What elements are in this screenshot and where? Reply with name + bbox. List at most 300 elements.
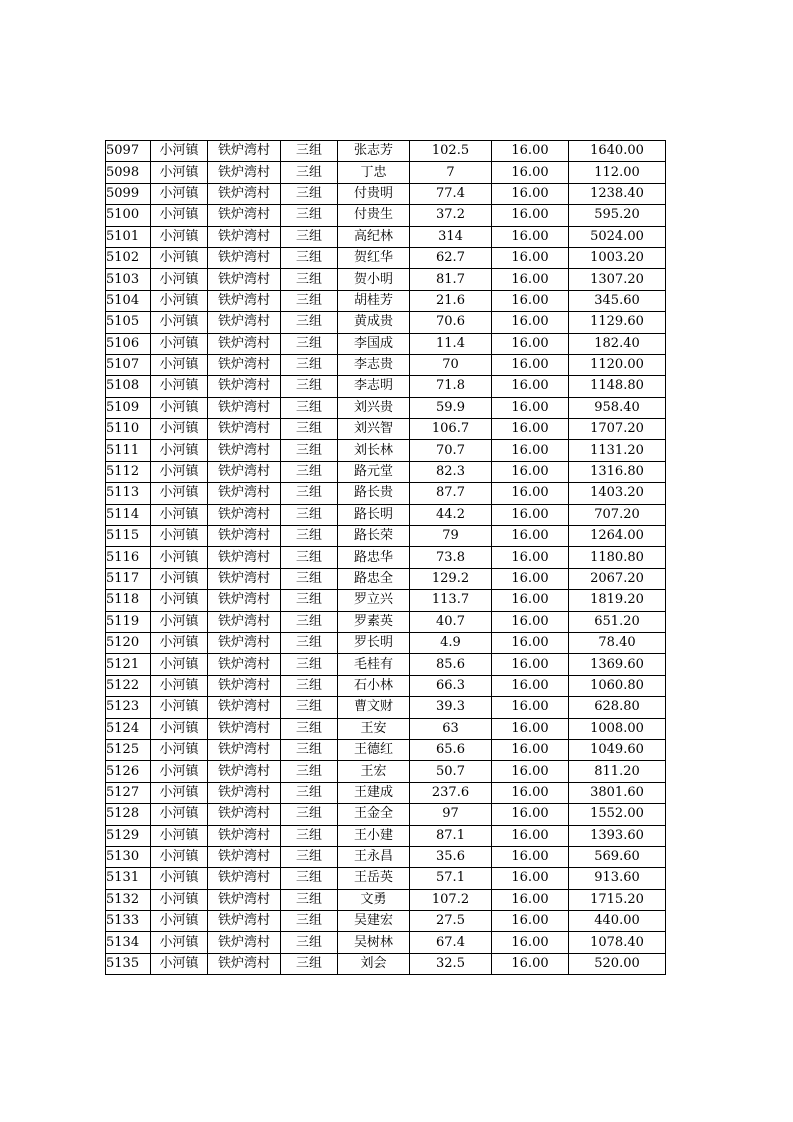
name-cell: 王金全 [338, 804, 410, 825]
name-cell: 刘兴智 [338, 419, 410, 440]
town-cell: 小河镇 [151, 911, 208, 932]
town-cell: 小河镇 [151, 440, 208, 461]
quantity-cell: 40.7 [410, 611, 492, 632]
amount-cell: 628.80 [569, 697, 666, 718]
village-cell: 铁炉湾村 [208, 183, 281, 204]
town-cell: 小河镇 [151, 526, 208, 547]
village-cell: 铁炉湾村 [208, 654, 281, 675]
table-row [106, 440, 666, 461]
record-id-cell: 5115 [106, 526, 151, 547]
table-row [106, 526, 666, 547]
name-cell: 李志明 [338, 376, 410, 397]
town-cell: 小河镇 [151, 697, 208, 718]
town-cell: 小河镇 [151, 461, 208, 482]
quantity-cell: 44.2 [410, 504, 492, 525]
quantity-cell: 11.4 [410, 333, 492, 354]
group-cell: 三组 [281, 162, 338, 183]
name-cell: 李志贵 [338, 354, 410, 375]
town-cell: 小河镇 [151, 632, 208, 653]
record-id-cell: 5112 [106, 461, 151, 482]
record-id-cell: 5106 [106, 333, 151, 354]
amount-cell: 1307.20 [569, 269, 666, 290]
table-row [106, 205, 666, 226]
table-row [106, 354, 666, 375]
unit-price-cell: 16.00 [492, 804, 569, 825]
group-cell: 三组 [281, 911, 338, 932]
name-cell: 李国成 [338, 333, 410, 354]
group-cell: 三组 [281, 739, 338, 760]
amount-cell: 1552.00 [569, 804, 666, 825]
unit-price-cell: 16.00 [492, 632, 569, 653]
town-cell: 小河镇 [151, 312, 208, 333]
town-cell: 小河镇 [151, 247, 208, 268]
quantity-cell: 107.2 [410, 889, 492, 910]
name-cell: 王宏 [338, 761, 410, 782]
unit-price-cell: 16.00 [492, 526, 569, 547]
amount-cell: 1131.20 [569, 440, 666, 461]
village-cell: 铁炉湾村 [208, 868, 281, 889]
unit-price-cell: 16.00 [492, 697, 569, 718]
quantity-cell: 66.3 [410, 675, 492, 696]
table-row [106, 269, 666, 290]
group-cell: 三组 [281, 333, 338, 354]
village-cell: 铁炉湾村 [208, 376, 281, 397]
group-cell: 三组 [281, 632, 338, 653]
quantity-cell: 70.6 [410, 312, 492, 333]
quantity-cell: 97 [410, 804, 492, 825]
town-cell: 小河镇 [151, 162, 208, 183]
record-id-cell: 5101 [106, 226, 151, 247]
amount-cell: 1369.60 [569, 654, 666, 675]
record-id-cell: 5134 [106, 932, 151, 953]
unit-price-cell: 16.00 [492, 483, 569, 504]
quantity-cell: 21.6 [410, 290, 492, 311]
quantity-cell: 63 [410, 718, 492, 739]
table-row [106, 162, 666, 183]
unit-price-cell: 16.00 [492, 333, 569, 354]
table-row [106, 590, 666, 611]
name-cell: 罗长明 [338, 632, 410, 653]
amount-cell: 1707.20 [569, 419, 666, 440]
quantity-cell: 70.7 [410, 440, 492, 461]
table-row [106, 761, 666, 782]
unit-price-cell: 16.00 [492, 739, 569, 760]
unit-price-cell: 16.00 [492, 376, 569, 397]
name-cell: 路元堂 [338, 461, 410, 482]
quantity-cell: 87.1 [410, 825, 492, 846]
record-id-cell: 5104 [106, 290, 151, 311]
village-cell: 铁炉湾村 [208, 675, 281, 696]
town-cell: 小河镇 [151, 226, 208, 247]
town-cell: 小河镇 [151, 141, 208, 162]
table-row [106, 568, 666, 589]
unit-price-cell: 16.00 [492, 590, 569, 611]
village-cell: 铁炉湾村 [208, 226, 281, 247]
record-id-cell: 5135 [106, 953, 151, 974]
village-cell: 铁炉湾村 [208, 333, 281, 354]
amount-cell: 1819.20 [569, 590, 666, 611]
unit-price-cell: 16.00 [492, 611, 569, 632]
town-cell: 小河镇 [151, 397, 208, 418]
record-id-cell: 5099 [106, 183, 151, 204]
town-cell: 小河镇 [151, 739, 208, 760]
table-row [106, 226, 666, 247]
group-cell: 三组 [281, 376, 338, 397]
amount-cell: 1640.00 [569, 141, 666, 162]
record-id-cell: 5102 [106, 247, 151, 268]
record-id-cell: 5111 [106, 440, 151, 461]
name-cell: 胡桂芳 [338, 290, 410, 311]
quantity-cell: 4.9 [410, 632, 492, 653]
amount-cell: 1264.00 [569, 526, 666, 547]
quantity-cell: 62.7 [410, 247, 492, 268]
record-id-cell: 5109 [106, 397, 151, 418]
group-cell: 三组 [281, 675, 338, 696]
quantity-cell: 81.7 [410, 269, 492, 290]
name-cell: 王德红 [338, 739, 410, 760]
table-row [106, 247, 666, 268]
group-cell: 三组 [281, 440, 338, 461]
village-cell: 铁炉湾村 [208, 590, 281, 611]
unit-price-cell: 16.00 [492, 290, 569, 311]
village-cell: 铁炉湾村 [208, 162, 281, 183]
unit-price-cell: 16.00 [492, 718, 569, 739]
village-cell: 铁炉湾村 [208, 953, 281, 974]
unit-price-cell: 16.00 [492, 354, 569, 375]
record-id-cell: 5118 [106, 590, 151, 611]
unit-price-cell: 16.00 [492, 868, 569, 889]
village-cell: 铁炉湾村 [208, 483, 281, 504]
town-cell: 小河镇 [151, 846, 208, 867]
record-id-cell: 5100 [106, 205, 151, 226]
table-row [106, 739, 666, 760]
group-cell: 三组 [281, 804, 338, 825]
quantity-cell: 73.8 [410, 547, 492, 568]
ledger-body [106, 141, 666, 975]
table-row [106, 611, 666, 632]
amount-cell: 1008.00 [569, 718, 666, 739]
quantity-cell: 79 [410, 526, 492, 547]
quantity-cell: 129.2 [410, 568, 492, 589]
village-cell: 铁炉湾村 [208, 504, 281, 525]
table-row [106, 675, 666, 696]
amount-cell: 520.00 [569, 953, 666, 974]
name-cell: 刘会 [338, 953, 410, 974]
amount-cell: 569.60 [569, 846, 666, 867]
name-cell: 王永昌 [338, 846, 410, 867]
table-row [106, 483, 666, 504]
record-id-cell: 5098 [106, 162, 151, 183]
village-cell: 铁炉湾村 [208, 397, 281, 418]
quantity-cell: 71.8 [410, 376, 492, 397]
village-cell: 铁炉湾村 [208, 290, 281, 311]
record-id-cell: 5097 [106, 141, 151, 162]
unit-price-cell: 16.00 [492, 440, 569, 461]
amount-cell: 5024.00 [569, 226, 666, 247]
table-row [106, 312, 666, 333]
town-cell: 小河镇 [151, 804, 208, 825]
record-id-cell: 5110 [106, 419, 151, 440]
group-cell: 三组 [281, 782, 338, 803]
record-id-cell: 5105 [106, 312, 151, 333]
town-cell: 小河镇 [151, 354, 208, 375]
town-cell: 小河镇 [151, 761, 208, 782]
town-cell: 小河镇 [151, 568, 208, 589]
village-cell: 铁炉湾村 [208, 269, 281, 290]
name-cell: 付贵明 [338, 183, 410, 204]
table-row [106, 932, 666, 953]
record-id-cell: 5113 [106, 483, 151, 504]
village-cell: 铁炉湾村 [208, 632, 281, 653]
town-cell: 小河镇 [151, 290, 208, 311]
table-row [106, 846, 666, 867]
name-cell: 高纪林 [338, 226, 410, 247]
quantity-cell: 39.3 [410, 697, 492, 718]
unit-price-cell: 16.00 [492, 761, 569, 782]
group-cell: 三组 [281, 568, 338, 589]
table-row [106, 782, 666, 803]
name-cell: 路忠全 [338, 568, 410, 589]
village-cell: 铁炉湾村 [208, 804, 281, 825]
table-row [106, 461, 666, 482]
village-cell: 铁炉湾村 [208, 547, 281, 568]
ledger-table [105, 140, 666, 975]
unit-price-cell: 16.00 [492, 312, 569, 333]
quantity-cell: 35.6 [410, 846, 492, 867]
unit-price-cell: 16.00 [492, 953, 569, 974]
unit-price-cell: 16.00 [492, 911, 569, 932]
village-cell: 铁炉湾村 [208, 611, 281, 632]
name-cell: 贺小明 [338, 269, 410, 290]
amount-cell: 595.20 [569, 205, 666, 226]
name-cell: 王小建 [338, 825, 410, 846]
table-row [106, 889, 666, 910]
amount-cell: 651.20 [569, 611, 666, 632]
amount-cell: 2067.20 [569, 568, 666, 589]
record-id-cell: 5125 [106, 739, 151, 760]
amount-cell: 1003.20 [569, 247, 666, 268]
group-cell: 三组 [281, 761, 338, 782]
town-cell: 小河镇 [151, 590, 208, 611]
village-cell: 铁炉湾村 [208, 761, 281, 782]
group-cell: 三组 [281, 718, 338, 739]
village-cell: 铁炉湾村 [208, 739, 281, 760]
name-cell: 文勇 [338, 889, 410, 910]
record-id-cell: 5117 [106, 568, 151, 589]
unit-price-cell: 16.00 [492, 846, 569, 867]
group-cell: 三组 [281, 247, 338, 268]
record-id-cell: 5130 [106, 846, 151, 867]
group-cell: 三组 [281, 226, 338, 247]
amount-cell: 112.00 [569, 162, 666, 183]
group-cell: 三组 [281, 825, 338, 846]
amount-cell: 1148.80 [569, 376, 666, 397]
village-cell: 铁炉湾村 [208, 846, 281, 867]
table-row [106, 504, 666, 525]
unit-price-cell: 16.00 [492, 932, 569, 953]
quantity-cell: 106.7 [410, 419, 492, 440]
amount-cell: 3801.60 [569, 782, 666, 803]
group-cell: 三组 [281, 205, 338, 226]
record-id-cell: 5107 [106, 354, 151, 375]
name-cell: 刘兴贵 [338, 397, 410, 418]
table-row [106, 654, 666, 675]
group-cell: 三组 [281, 269, 338, 290]
name-cell: 王岳英 [338, 868, 410, 889]
amount-cell: 913.60 [569, 868, 666, 889]
record-id-cell: 5127 [106, 782, 151, 803]
quantity-cell: 87.7 [410, 483, 492, 504]
group-cell: 三组 [281, 932, 338, 953]
group-cell: 三组 [281, 354, 338, 375]
record-id-cell: 5120 [106, 632, 151, 653]
name-cell: 吴建宏 [338, 911, 410, 932]
table-row [106, 718, 666, 739]
village-cell: 铁炉湾村 [208, 782, 281, 803]
village-cell: 铁炉湾村 [208, 697, 281, 718]
quantity-cell: 27.5 [410, 911, 492, 932]
amount-cell: 707.20 [569, 504, 666, 525]
record-id-cell: 5122 [106, 675, 151, 696]
name-cell: 石小林 [338, 675, 410, 696]
unit-price-cell: 16.00 [492, 675, 569, 696]
record-id-cell: 5131 [106, 868, 151, 889]
record-id-cell: 5119 [106, 611, 151, 632]
amount-cell: 182.40 [569, 333, 666, 354]
unit-price-cell: 16.00 [492, 461, 569, 482]
amount-cell: 1078.40 [569, 932, 666, 953]
table-row [106, 547, 666, 568]
amount-cell: 1238.40 [569, 183, 666, 204]
group-cell: 三组 [281, 953, 338, 974]
town-cell: 小河镇 [151, 483, 208, 504]
quantity-cell: 82.3 [410, 461, 492, 482]
village-cell: 铁炉湾村 [208, 354, 281, 375]
amount-cell: 958.40 [569, 397, 666, 418]
amount-cell: 811.20 [569, 761, 666, 782]
amount-cell: 78.40 [569, 632, 666, 653]
table-row [106, 632, 666, 653]
amount-cell: 345.60 [569, 290, 666, 311]
unit-price-cell: 16.00 [492, 162, 569, 183]
town-cell: 小河镇 [151, 932, 208, 953]
table-row [106, 397, 666, 418]
village-cell: 铁炉湾村 [208, 419, 281, 440]
amount-cell: 1120.00 [569, 354, 666, 375]
town-cell: 小河镇 [151, 376, 208, 397]
quantity-cell: 37.2 [410, 205, 492, 226]
amount-cell: 1393.60 [569, 825, 666, 846]
amount-cell: 1316.80 [569, 461, 666, 482]
unit-price-cell: 16.00 [492, 547, 569, 568]
village-cell: 铁炉湾村 [208, 932, 281, 953]
group-cell: 三组 [281, 547, 338, 568]
group-cell: 三组 [281, 483, 338, 504]
record-id-cell: 5132 [106, 889, 151, 910]
group-cell: 三组 [281, 504, 338, 525]
quantity-cell: 57.1 [410, 868, 492, 889]
village-cell: 铁炉湾村 [208, 461, 281, 482]
town-cell: 小河镇 [151, 825, 208, 846]
amount-cell: 1129.60 [569, 312, 666, 333]
name-cell: 黄成贵 [338, 312, 410, 333]
record-id-cell: 5133 [106, 911, 151, 932]
group-cell: 三组 [281, 846, 338, 867]
name-cell: 路长明 [338, 504, 410, 525]
unit-price-cell: 16.00 [492, 205, 569, 226]
quantity-cell: 70 [410, 354, 492, 375]
record-id-cell: 5126 [106, 761, 151, 782]
unit-price-cell: 16.00 [492, 269, 569, 290]
amount-cell: 1180.80 [569, 547, 666, 568]
town-cell: 小河镇 [151, 183, 208, 204]
quantity-cell: 65.6 [410, 739, 492, 760]
name-cell: 吴树林 [338, 932, 410, 953]
town-cell: 小河镇 [151, 868, 208, 889]
table-row [106, 376, 666, 397]
group-cell: 三组 [281, 397, 338, 418]
group-cell: 三组 [281, 611, 338, 632]
table-row [106, 804, 666, 825]
unit-price-cell: 16.00 [492, 141, 569, 162]
record-id-cell: 5123 [106, 697, 151, 718]
town-cell: 小河镇 [151, 269, 208, 290]
quantity-cell: 314 [410, 226, 492, 247]
town-cell: 小河镇 [151, 333, 208, 354]
name-cell: 罗素英 [338, 611, 410, 632]
amount-cell: 1049.60 [569, 739, 666, 760]
name-cell: 王安 [338, 718, 410, 739]
record-id-cell: 5114 [106, 504, 151, 525]
unit-price-cell: 16.00 [492, 504, 569, 525]
group-cell: 三组 [281, 654, 338, 675]
town-cell: 小河镇 [151, 611, 208, 632]
amount-cell: 1403.20 [569, 483, 666, 504]
quantity-cell: 50.7 [410, 761, 492, 782]
record-id-cell: 5128 [106, 804, 151, 825]
name-cell: 贺红华 [338, 247, 410, 268]
village-cell: 铁炉湾村 [208, 312, 281, 333]
town-cell: 小河镇 [151, 782, 208, 803]
village-cell: 铁炉湾村 [208, 526, 281, 547]
town-cell: 小河镇 [151, 419, 208, 440]
name-cell: 王建成 [338, 782, 410, 803]
village-cell: 铁炉湾村 [208, 440, 281, 461]
town-cell: 小河镇 [151, 718, 208, 739]
name-cell: 丁忠 [338, 162, 410, 183]
town-cell: 小河镇 [151, 889, 208, 910]
quantity-cell: 85.6 [410, 654, 492, 675]
quantity-cell: 77.4 [410, 183, 492, 204]
town-cell: 小河镇 [151, 504, 208, 525]
table-row [106, 183, 666, 204]
record-id-cell: 5116 [106, 547, 151, 568]
town-cell: 小河镇 [151, 654, 208, 675]
village-cell: 铁炉湾村 [208, 911, 281, 932]
quantity-cell: 32.5 [410, 953, 492, 974]
unit-price-cell: 16.00 [492, 419, 569, 440]
table-row [106, 953, 666, 974]
amount-cell: 1060.80 [569, 675, 666, 696]
village-cell: 铁炉湾村 [208, 889, 281, 910]
unit-price-cell: 16.00 [492, 183, 569, 204]
town-cell: 小河镇 [151, 547, 208, 568]
village-cell: 铁炉湾村 [208, 825, 281, 846]
name-cell: 罗立兴 [338, 590, 410, 611]
unit-price-cell: 16.00 [492, 825, 569, 846]
group-cell: 三组 [281, 419, 338, 440]
unit-price-cell: 16.00 [492, 889, 569, 910]
